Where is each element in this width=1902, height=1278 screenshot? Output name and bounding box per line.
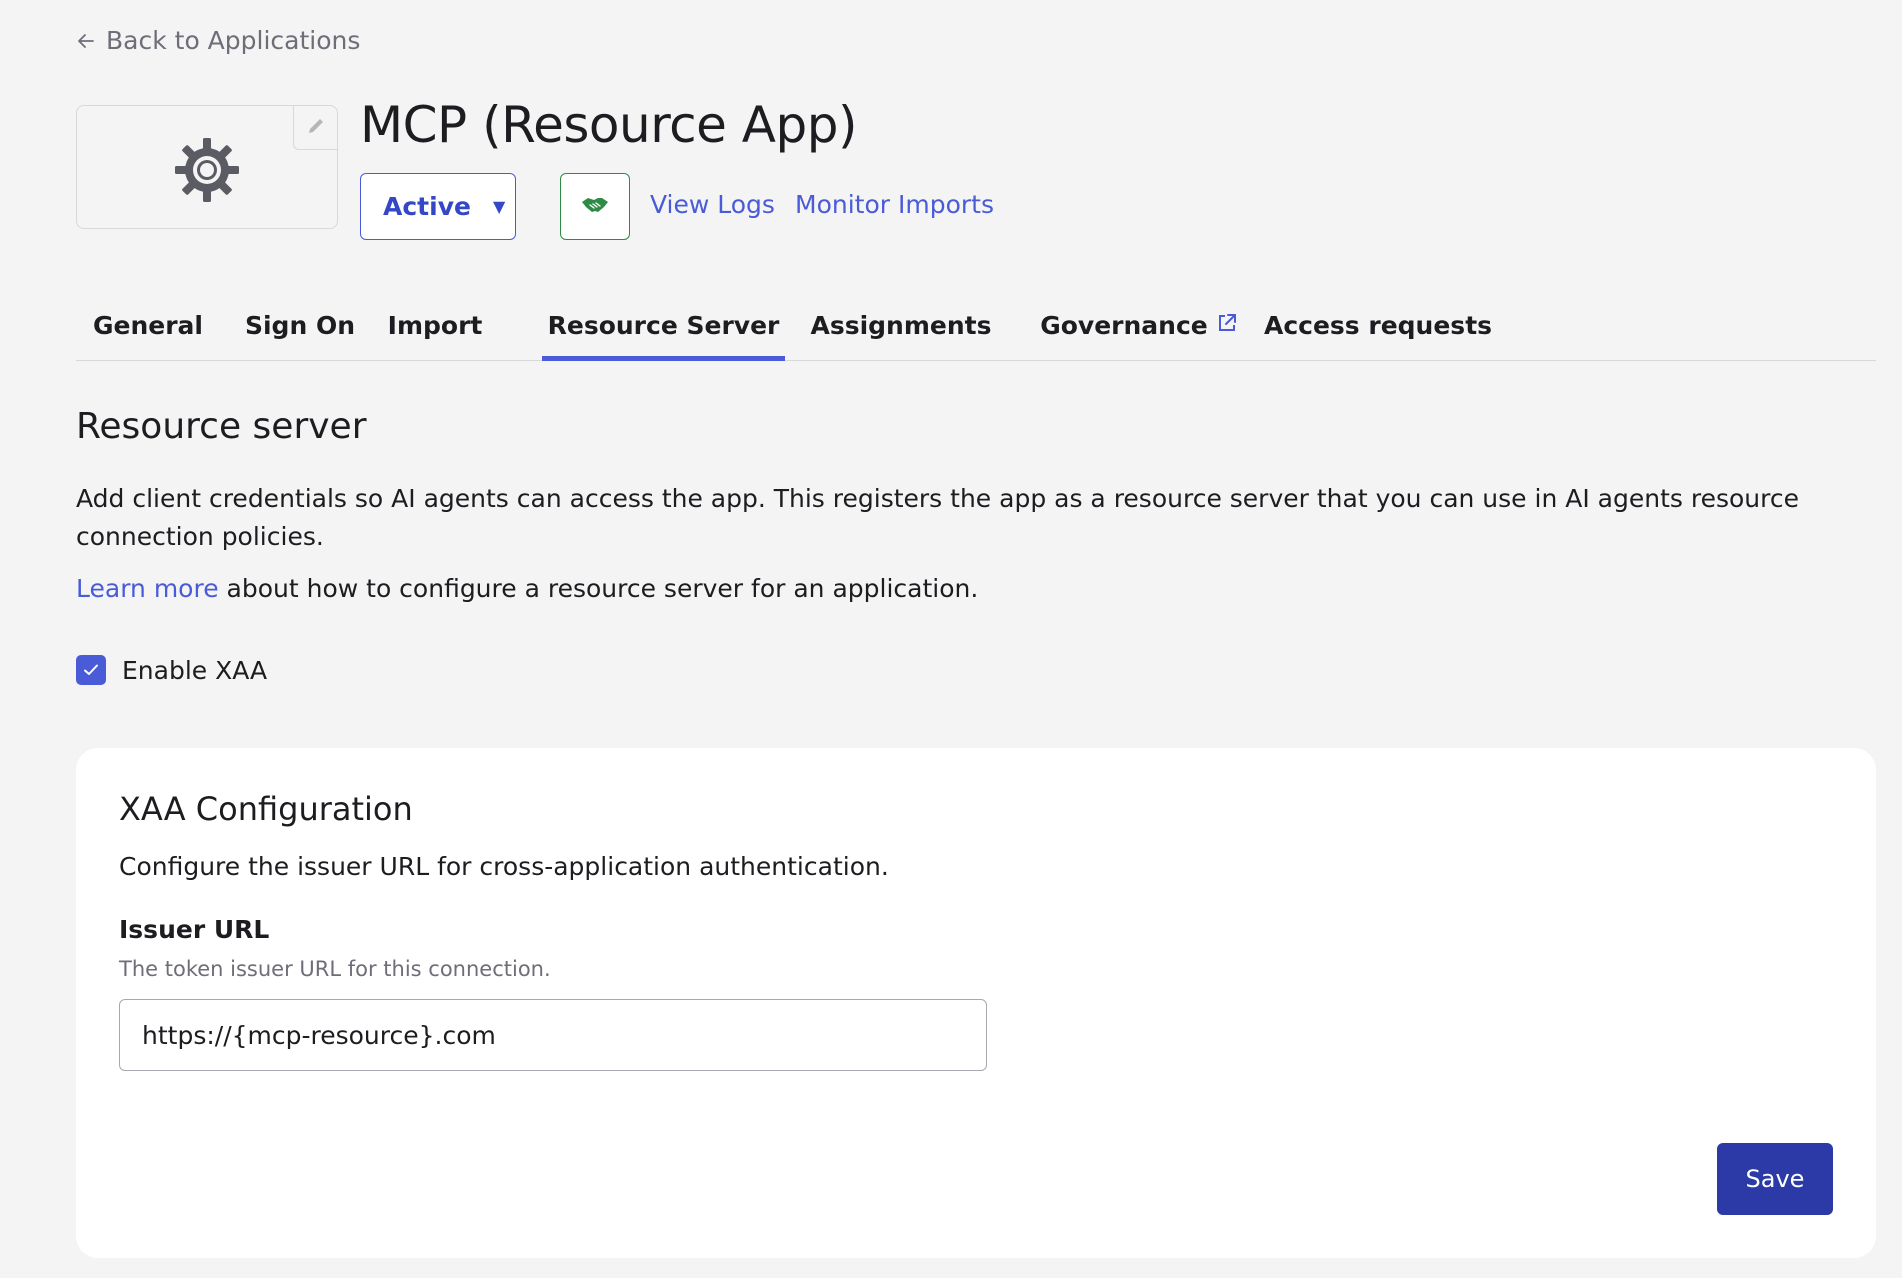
learn-more-link[interactable]: Learn more — [76, 574, 219, 603]
enable-xaa-row — [76, 655, 267, 685]
xaa-configuration-card — [76, 748, 1876, 1258]
card-title: XAA Configuration — [119, 790, 413, 828]
learn-more-line — [76, 570, 978, 608]
handshake-icon — [580, 194, 610, 220]
issuer-url-hint: The token issuer URL for this connection. — [119, 957, 551, 981]
tab-label: Governance — [1040, 310, 1208, 340]
learn-more-text: about how to configure a resource server for an application. — [218, 574, 979, 603]
tab-assignments[interactable] — [808, 290, 994, 360]
pencil-icon — [305, 115, 327, 141]
tab-general[interactable] — [76, 290, 220, 360]
issuer-url-input[interactable] — [119, 999, 987, 1071]
tab-label: General — [93, 310, 203, 340]
status-dropdown[interactable] — [360, 173, 516, 240]
tab-access-requests[interactable] — [1263, 290, 1493, 360]
enable-xaa-checkbox[interactable] — [76, 655, 106, 685]
tab-label: Sign On — [244, 310, 356, 340]
back-to-applications-link[interactable] — [76, 26, 360, 55]
app-logo — [76, 105, 338, 229]
tab-label: Resource Server — [547, 311, 780, 340]
issuer-url-label: Issuer URL — [119, 915, 270, 944]
back-link-label: Back to Applications — [106, 26, 361, 55]
tab-label: Import — [387, 310, 483, 340]
tab-label: Access requests — [1263, 310, 1493, 340]
tab-label: Assignments — [810, 310, 992, 340]
gear-icon — [173, 136, 241, 208]
external-link-icon — [1216, 311, 1238, 340]
enable-xaa-label: Enable XAA — [122, 655, 268, 685]
handshake-button[interactable] — [560, 173, 630, 240]
section-title: Resource server — [76, 406, 367, 447]
checkmark-icon — [82, 656, 100, 685]
chevron-down-icon: ▼ — [492, 197, 506, 216]
edit-logo-button[interactable] — [293, 106, 337, 150]
card-description: Configure the issuer URL for cross-application authentication. — [119, 852, 889, 881]
save-button[interactable]: Save — [1717, 1143, 1833, 1215]
view-logs-link[interactable]: View Logs — [650, 190, 775, 219]
tab-bar — [76, 290, 1876, 361]
tab-sign-on[interactable] — [240, 290, 360, 360]
tab-import[interactable] — [380, 290, 490, 360]
app-title: MCP (Resource App) — [360, 96, 857, 154]
arrow-left-icon — [76, 31, 96, 51]
section-description: Add client credentials so AI agents can access the app. This registers the app as a resource server that you can use in AI agents resource connection policies. — [76, 484, 1799, 551]
tab-governance[interactable] — [1036, 290, 1242, 360]
tab-resource-server[interactable] — [542, 290, 785, 361]
status-label: Active — [383, 192, 471, 221]
monitor-imports-link[interactable]: Monitor Imports — [795, 190, 994, 219]
